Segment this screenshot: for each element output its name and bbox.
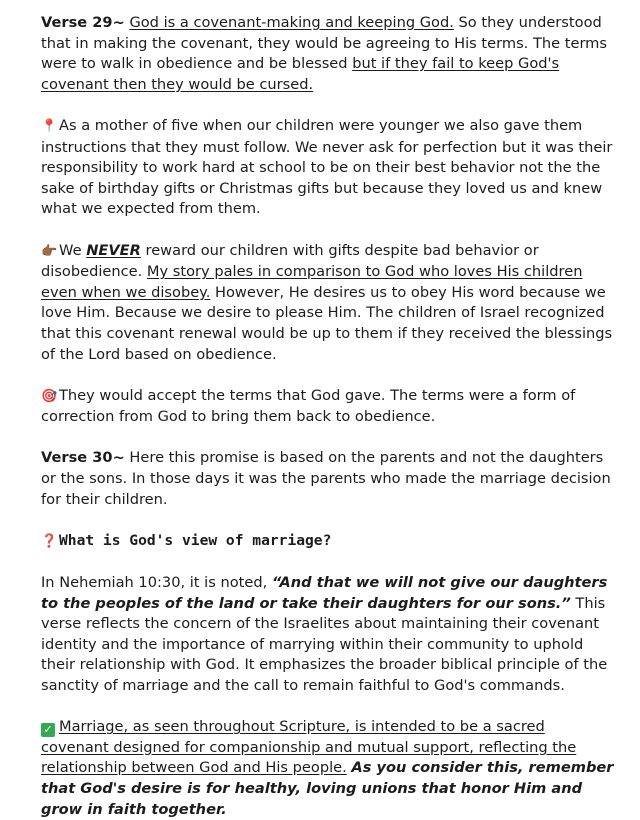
check-mark-icon: ✓ [41,723,55,737]
marriage-heading-text: What is God's view of marriage? [59,531,332,549]
story-underline: My story pales in comparison to God who loves His children even when we disobey. [41,263,583,301]
marriage-underline: Marriage, as seen throughout Scripture, is intended to be a sacred covenant designed for companionship and mutual support, reflecting the relationship between God and His people. [41,718,577,777]
mother-text: As a mother of five when our children were younger we also gave them instructions that they must follow. We never ask for perfection but it was their responsibility to work hard at school to be on their best behavior not the the sake of birthday gifts or Christmas gifts but because they loved us and knew what we expected from them. [41,116,613,218]
nehemiah-quote: “And that we will not give our daughters to the peoples of the land or take their daughters for our sons.” [41,574,608,612]
verse-29-text: So they understood that in making the covenant, they would be agreeing to His terms. The terms were to walk in obedience and be blessed [41,14,608,73]
verse-29-underline-2: but if they fail to keep God's covenant then they would be cursed. [41,55,560,93]
verse-30-label: Verse 30~ [41,449,125,467]
marriage-emphasis: As you consider this, remember that God's desire is for healthy, loving unions that honor Him and grow in faith together. [41,759,614,818]
pointing-hand-icon: 👉🏾 [41,243,58,259]
marriage-heading [41,531,616,553]
paragraph-never-reward [41,241,616,366]
never-text-2: reward our children with gifts despite bad behavior or disobedience. [41,241,539,281]
verse-30-text: Here this promise is based on the parents and not the daughters or the sons. In those days it was the parents who made the marriage decision for their children. [41,449,611,508]
paragraph-mother-of-five [41,116,616,220]
nehemiah-text-1: In Nehemiah 10:30, it is noted, [41,574,272,592]
paragraph-nehemiah [41,573,616,697]
paragraph-verse-29 [41,13,616,95]
target-icon: 🎯 [41,388,58,404]
never-text-1: We [59,241,87,259]
paragraph-verse-30 [41,448,616,510]
paragraph-marriage-covenant [41,717,616,820]
verse-29-label: Verse 29~ [41,14,125,31]
never-text-3: However, He desires us to obey His word because we love Him. Because we desire to please Him. The children of Israel recognized that this covenant renewal would be up to them if they received the blessings of the Lord based on obedience. [41,283,613,363]
never-emphasis: NEVER [86,241,141,259]
accept-text: They would accept the terms that God gave. The terms were a form of correction from God to bring them back to obedience. [41,386,576,426]
pushpin-icon: 📍 [41,118,58,134]
nehemiah-text-2: This verse reflects the concern of the Israelites about maintaining their covenant identity and the importance of marrying within their community to uphold their relationship with God. It emphasizes the broader biblical principle of the sanctity of marriage and the call to remain faithful to God's commands. [41,594,608,694]
question-mark-icon: ❓ [41,533,58,549]
verse-29-underline-1: God is a covenant-making and keeping God. [129,14,454,31]
paragraph-accept-terms [41,386,616,428]
